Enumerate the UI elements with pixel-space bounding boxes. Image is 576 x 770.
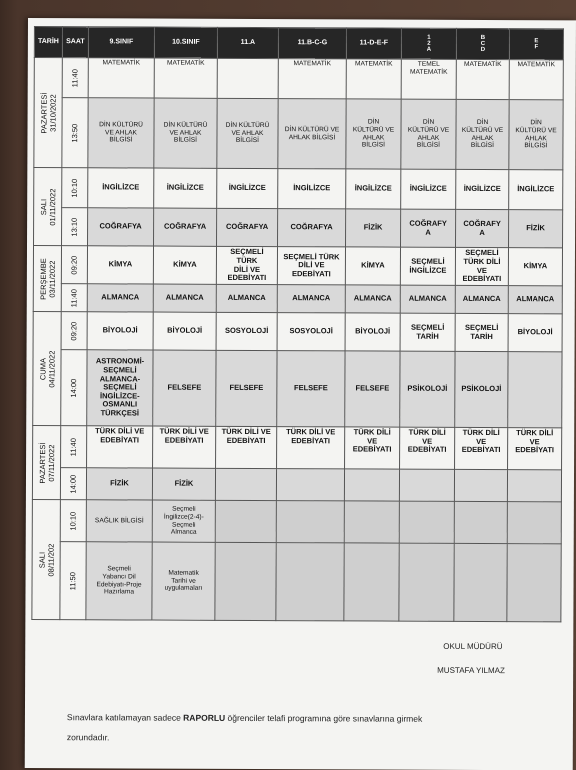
day-date-label: CUMA 04/11/2022 [37, 350, 57, 388]
schedule-row [33, 350, 562, 428]
exam-cell: SEÇMELİ TARİH [400, 313, 455, 351]
exam-cell: BİYOLOJİ [508, 314, 562, 352]
exam-cell: COĞRAFYA [217, 208, 278, 246]
exam-cell: ALMANCA [455, 285, 508, 313]
day-date-cell [33, 246, 61, 312]
exam-cell: BİYOLOJİ [345, 313, 400, 351]
column-header: 10.SINIF [154, 27, 217, 58]
exam-cell: SOSYOLOJİ [216, 312, 277, 350]
schedule-row [33, 284, 562, 314]
exam-cell: FİZİK [152, 468, 215, 500]
column-header: 1 2 A [401, 28, 456, 59]
exam-cell [399, 543, 454, 621]
exam-cell: TÜRK DİLİ VE EDEBİYATI [455, 427, 508, 469]
exam-cell [399, 501, 454, 543]
exam-cell: FELSEFE [216, 350, 277, 426]
exam-cell [217, 58, 278, 98]
exam-cell: MATEMATİK [154, 58, 217, 98]
exam-cell: SOSYOLOJİ [277, 313, 345, 351]
time-cell [61, 350, 87, 426]
exam-cell [508, 352, 562, 428]
exam-cell: TÜRK DİLİ VE EDEBİYATI [153, 426, 216, 468]
exam-cell: COĞRAFYA [278, 209, 346, 247]
header-row [34, 27, 563, 60]
exam-cell: İNGİLİZCE [217, 168, 278, 208]
column-header: 11-D-E-F [346, 28, 401, 59]
time-label: 14:00 [68, 378, 78, 398]
exam-cell: İNGİLİZCE [88, 168, 154, 208]
day-date-cell [33, 312, 61, 426]
exam-cell: KİMYA [345, 247, 400, 285]
time-label: 10:10 [69, 178, 79, 198]
exam-cell [454, 469, 507, 501]
day-date-label: SALI 08/11/202 [37, 543, 56, 577]
exam-cell: İNGİLİZCE [278, 169, 346, 209]
time-label: 09:20 [69, 255, 79, 275]
exam-cell [344, 469, 399, 501]
exam-cell [215, 500, 276, 542]
time-label: 11:50 [67, 571, 77, 590]
time-cell [62, 208, 88, 246]
column-header: B C D [456, 28, 509, 59]
exam-cell: SAĞLIK BİLGİSİ [86, 500, 152, 542]
day-date-cell [32, 426, 60, 500]
time-label: 10:10 [67, 511, 78, 531]
makeup-note: Sınavlara katılamayan sadece RAPORLU öğrenciler telafi programına göre sınavlarına girmek [66, 712, 423, 724]
time-label: 13:50 [69, 123, 79, 143]
exam-cell [507, 502, 561, 544]
column-header: 11.A [217, 27, 278, 58]
exam-cell: ASTRONOMİ- SEÇMELİ ALMANCA- SEÇMELİ İNGİLİZCE- OSMANLI TÜRKÇESİ [87, 350, 153, 426]
schedule-row [34, 98, 563, 170]
exam-cell: COĞRAFY A [456, 209, 509, 247]
time-label: 13:10 [69, 217, 79, 237]
time-cell [61, 312, 87, 350]
time-cell [61, 246, 87, 284]
exam-cell: ALMANCA [277, 285, 345, 313]
time-cell [61, 426, 87, 468]
column-header: SAAT [62, 27, 88, 58]
time-cell [60, 468, 86, 500]
exam-cell: DİN KÜLTÜRÜ VE AHLAK BİLGİSİ [456, 99, 509, 169]
exam-cell [399, 469, 454, 501]
schedule-row [34, 168, 563, 210]
exam-cell: FELSEFE [345, 351, 400, 427]
exam-cell: Matematik Tarihi ve uygulamaları [152, 542, 215, 620]
exam-cell: TÜRK DİLİ VE EDEBİYATI [87, 426, 153, 468]
day-date-label: SALI 01/11/2022 [38, 188, 57, 226]
exam-cell [454, 543, 507, 621]
schedule-row [32, 542, 561, 622]
schedule-row [33, 426, 562, 470]
exam-cell: PSİKOLOJİ [400, 351, 455, 427]
time-cell [62, 98, 88, 168]
exam-cell: KİMYA [153, 246, 216, 284]
time-cell [60, 500, 86, 542]
column-header: 9.SINIF [88, 27, 154, 58]
principal-title: OKUL MÜDÜRÜ [443, 641, 503, 652]
column-header: E F [509, 29, 563, 60]
schedule-row [32, 468, 561, 502]
exam-cell: FİZİK [509, 210, 563, 248]
exam-cell: COĞRAFYA [154, 208, 217, 246]
exam-cell [276, 469, 344, 501]
exam-cell: MATEMATİK [278, 59, 346, 99]
exam-cell: Seçmeli İngilizce(2-4)- Seçmeli Almanca [152, 500, 215, 542]
exam-cell: TÜRK DİLİ VE EDEBİYATI [345, 427, 400, 469]
day-date-label: PERŞEMBE 03/11/2022 [38, 257, 57, 300]
exam-cell: ALMANCA [153, 284, 216, 312]
exam-cell [276, 501, 344, 543]
schedule-row [34, 208, 563, 248]
exam-cell [344, 543, 399, 621]
exam-cell: DİN KÜLTÜRÜ VE AHLAK BİLGİSİ [154, 98, 217, 168]
exam-cell: DİN KÜLTÜRÜ VE AHLAK BİLGİSİ [217, 98, 278, 168]
exam-cell: FELSEFE [277, 351, 345, 427]
exam-cell: MATEMATİK [509, 60, 563, 100]
exam-cell: İNGİLİZCE [456, 169, 509, 209]
exam-cell: SEÇMELİ TARİH [455, 313, 508, 351]
makeup-note-line2: zorundadır. [66, 732, 110, 743]
schedule-row [33, 312, 562, 352]
exam-cell: SEÇMELİ İNGİLİZCE [400, 247, 455, 285]
time-label: 11:40 [68, 437, 78, 456]
exam-cell [215, 542, 276, 620]
time-cell [60, 542, 86, 620]
exam-cell: TÜRK DİLİ VE EDEBİYATI [277, 427, 345, 469]
exam-cell: DİN KÜLTÜRÜ VE AHLAK BİLGİSİ [278, 99, 346, 169]
exam-cell: ALMANCA [400, 285, 455, 313]
time-cell [62, 58, 88, 98]
time-label: 11:40 [68, 288, 79, 307]
exam-cell: DİN KÜLTÜRÜ VE AHLAK BİLGİSİ [346, 99, 401, 169]
exam-cell: BİYOLOJİ [153, 312, 216, 350]
exam-cell: TEMEL MATEMATİK [401, 59, 456, 99]
exam-cell: FİZİK [86, 468, 152, 500]
exam-cell [215, 468, 276, 500]
exam-cell: COĞRAFY A [401, 209, 456, 247]
day-date-label: PAZARTESİ 07/11/2022 [37, 442, 56, 484]
exam-cell: ALMANCA [508, 286, 562, 314]
day-date-cell [34, 168, 62, 246]
schedule-row [34, 58, 563, 100]
day-date-cell [34, 58, 62, 168]
exam-cell: TÜRK DİLİ VE EDEBİYATI [216, 426, 277, 468]
time-cell [62, 168, 88, 208]
day-date-label: PAZARTESİ 31/10/2022 [38, 92, 58, 134]
time-label: 14:00 [68, 474, 78, 494]
column-header: 11.B-C-G [278, 28, 346, 59]
exam-cell: DİN KÜLTÜRÜ VE AHLAK BİLGİSİ [88, 98, 154, 168]
exam-cell: BİYOLOJİ [87, 312, 153, 350]
column-header: TARİH [34, 27, 62, 58]
schedule-row [32, 500, 561, 544]
exam-cell: MATEMATİK [346, 59, 401, 99]
time-cell [61, 284, 87, 312]
exam-cell: İNGİLİZCE [346, 169, 401, 209]
exam-cell: SEÇMELİ TÜRK DİLİ VE EDEBİYATI [277, 247, 345, 285]
exam-cell: ALMANCA [345, 285, 400, 313]
time-label: 09:20 [68, 321, 78, 341]
exam-cell: İNGİLİZCE [401, 169, 456, 209]
day-date-cell [32, 500, 61, 620]
exam-cell: TÜRK DİLİ VE EDEBİYATI [508, 428, 562, 470]
exam-cell [276, 543, 344, 621]
exam-cell: DİN KÜLTÜRÜ VE AHLAK BİLGİSİ [401, 99, 456, 169]
principal-name: MUSTAFA YILMAZ [437, 665, 505, 676]
exam-cell: ALMANCA [216, 284, 277, 312]
exam-cell: MATEMATİK [88, 58, 154, 98]
exam-cell: COĞRAFYA [88, 208, 154, 246]
exam-cell: İNGİLİZCE [509, 170, 563, 210]
exam-cell: MATEMATİK [456, 59, 509, 99]
exam-cell [344, 501, 399, 543]
schedule-table [31, 26, 564, 622]
exam-cell: KİMYA [87, 246, 153, 284]
schedule-row [33, 246, 562, 286]
exam-cell [454, 501, 507, 543]
exam-cell: KİMYA [508, 248, 562, 286]
exam-cell: ALMANCA [87, 284, 153, 312]
exam-cell: Seçmeli Yabancı Dil Edebiyatı-Proje Hazırlama [86, 542, 152, 620]
exam-cell [507, 544, 561, 622]
exam-cell: SEÇMELİ TÜRK DİLİ VE EDEBİYATI [455, 247, 508, 285]
exam-cell: FİZİK [346, 209, 401, 247]
exam-cell [507, 470, 561, 502]
time-label: 11:40 [69, 68, 79, 87]
exam-cell: SEÇMELİ TÜRK DİLİ VE EDEBİYATI [216, 246, 277, 284]
exam-cell: FELSEFE [153, 350, 216, 426]
exam-cell: PSİKOLOJİ [455, 351, 508, 427]
exam-schedule-sheet [25, 18, 576, 770]
exam-cell: TÜRK DİLİ VE EDEBİYATI [400, 427, 455, 469]
exam-cell: İNGİLİZCE [154, 168, 217, 208]
exam-cell: DİN KÜLTÜRÜ VE AHLAK BİLGİSİ [509, 100, 563, 170]
